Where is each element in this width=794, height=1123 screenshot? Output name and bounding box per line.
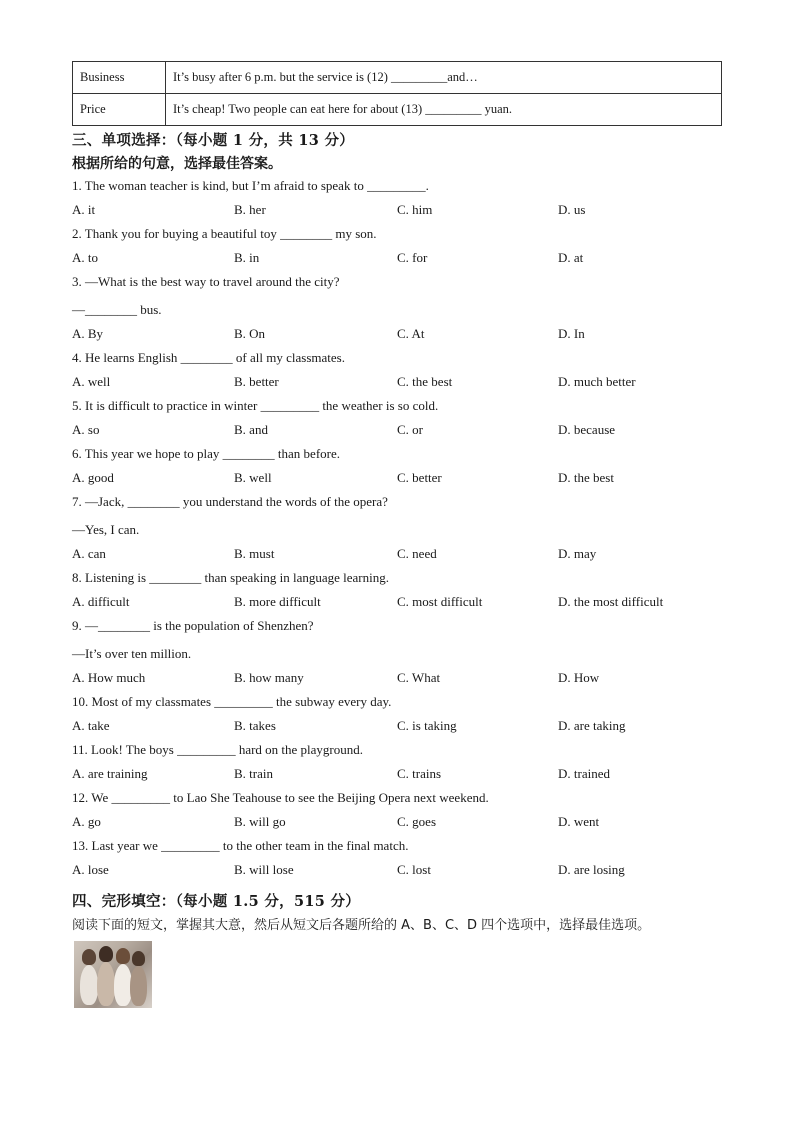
option-d[interactable]: D. the most difficult [558, 594, 664, 609]
question-text: 13. Last year we _________ to the other team in the final match. [72, 838, 409, 853]
option-c[interactable]: C. the best [397, 374, 453, 389]
question-text: 8. Listening is ________ than speaking in language learning. [72, 570, 389, 585]
option-c[interactable]: C. or [397, 422, 423, 437]
question-text: 11. Look! The boys _________ hard on the playground. [72, 742, 364, 757]
option-c[interactable]: C. What [397, 670, 441, 685]
question-text: 3. —What is the best way to travel around the city? [72, 274, 340, 289]
options-row [72, 718, 732, 736]
option-d[interactable]: D. much better [558, 374, 636, 389]
option-c[interactable]: C. him [397, 202, 433, 217]
option-a[interactable]: A. it [72, 202, 96, 217]
options-row [72, 862, 732, 880]
option-b[interactable]: B. how many [234, 670, 304, 685]
section-4-title: 四、完形填空：（每小题 1.5 分，515 分） [72, 893, 361, 910]
question-text: 7. —Jack, ________ you understand the words of the opera? [72, 494, 388, 509]
option-a[interactable]: A. lose [72, 862, 109, 877]
option-c[interactable]: C. for [397, 250, 428, 265]
options-row [72, 326, 732, 344]
answer-line: —________ bus. [72, 302, 162, 317]
option-b[interactable]: B. in [234, 250, 260, 265]
option-b[interactable]: B. her [234, 202, 266, 217]
option-a[interactable]: A. take [72, 718, 110, 733]
option-d[interactable]: D. trained [558, 766, 610, 781]
option-b[interactable]: B. On [234, 326, 266, 341]
option-a[interactable]: A. to [72, 250, 98, 265]
table-text-cell: It’s busy after 6 p.m. but the service is (12) _________and… [166, 62, 722, 94]
table-text-cell: It’s cheap! Two people can eat here for about (13) _________ yuan. [166, 94, 722, 126]
question-text: 4. He learns English ________ of all my classmates. [72, 350, 345, 365]
option-b[interactable]: B. well [234, 470, 272, 485]
option-c[interactable]: C. trains [397, 766, 442, 781]
options-row [72, 374, 732, 392]
option-a[interactable]: A. How much [72, 670, 146, 685]
answer-line: —Yes, I can. [72, 522, 140, 537]
question-text: 1. The woman teacher is kind, but I’m afraid to speak to _________. [72, 178, 429, 193]
option-a[interactable]: A. are training [72, 766, 148, 781]
table-label-cell: Price [73, 94, 166, 126]
option-c[interactable]: C. better [397, 470, 442, 485]
option-a[interactable]: A. well [72, 374, 111, 389]
option-a[interactable]: A. can [72, 546, 106, 561]
table-row [73, 62, 722, 94]
option-a[interactable]: A. go [72, 814, 101, 829]
option-d[interactable]: D. us [558, 202, 586, 217]
info-table [72, 61, 722, 126]
option-c[interactable]: C. lost [397, 862, 431, 877]
option-d[interactable]: D. are losing [558, 862, 625, 877]
option-d[interactable]: D. are taking [558, 718, 626, 733]
question-text: 2. Thank you for buying a beautiful toy ________ my son. [72, 226, 377, 241]
option-b[interactable]: B. will go [234, 814, 286, 829]
option-b[interactable]: B. more difficult [234, 594, 321, 609]
answer-line: —It’s over ten million. [72, 646, 192, 661]
option-b[interactable]: B. takes [234, 718, 276, 733]
section-4-instruction: 阅读下面的短文，掌握其大意，然后从短文后各题所给的 A、B、C、D 四个选项中，选择最佳选项。 [72, 918, 651, 933]
options-row [72, 202, 732, 220]
option-a[interactable]: A. so [72, 422, 100, 437]
option-d[interactable]: D. went [558, 814, 600, 829]
question-text: 9. —________ is the population of Shenzhen? [72, 618, 314, 633]
option-d[interactable]: D. In [558, 326, 585, 341]
option-c[interactable]: C. most difficult [397, 594, 483, 609]
option-a[interactable]: A. good [72, 470, 114, 485]
options-row [72, 546, 732, 564]
options-row [72, 766, 732, 784]
section-3-instruction: 根据所给的句意，选择最佳答案。 [72, 156, 282, 172]
option-c[interactable]: C. goes [397, 814, 436, 829]
option-d[interactable]: D. may [558, 546, 597, 561]
option-d[interactable]: D. the best [558, 470, 614, 485]
options-row [72, 594, 732, 612]
option-c[interactable]: C. need [397, 546, 437, 561]
question-text: 6. This year we hope to play ________ than before. [72, 446, 340, 461]
section-3-title: 三、单项选择：（每小题 1 分，共 13 分） [72, 132, 355, 149]
options-row [72, 470, 732, 488]
options-row [72, 250, 732, 268]
option-a[interactable]: A. difficult [72, 594, 130, 609]
question-text: 10. Most of my classmates _________ the subway every day. [72, 694, 392, 709]
option-d[interactable]: D. because [558, 422, 616, 437]
question-text: 5. It is difficult to practice in winter _________ the weather is so cold. [72, 398, 439, 413]
option-d[interactable]: D. at [558, 250, 584, 265]
options-row [72, 814, 732, 832]
table-label-cell: Business [73, 62, 166, 94]
option-d[interactable]: D. How [558, 670, 600, 685]
option-c[interactable]: C. is taking [397, 718, 457, 733]
option-b[interactable]: B. better [234, 374, 279, 389]
option-a[interactable]: A. By [72, 326, 104, 341]
option-b[interactable]: B. will lose [234, 862, 294, 877]
option-c[interactable]: C. At [397, 326, 425, 341]
options-row [72, 670, 732, 688]
option-b[interactable]: B. train [234, 766, 273, 781]
table-row [73, 94, 722, 126]
options-row [72, 422, 732, 440]
question-text: 12. We _________ to Lao She Teahouse to see the Beijing Opera next weekend. [72, 790, 489, 805]
option-b[interactable]: B. must [234, 546, 275, 561]
option-b[interactable]: B. and [234, 422, 268, 437]
people-photo [74, 941, 152, 1008]
